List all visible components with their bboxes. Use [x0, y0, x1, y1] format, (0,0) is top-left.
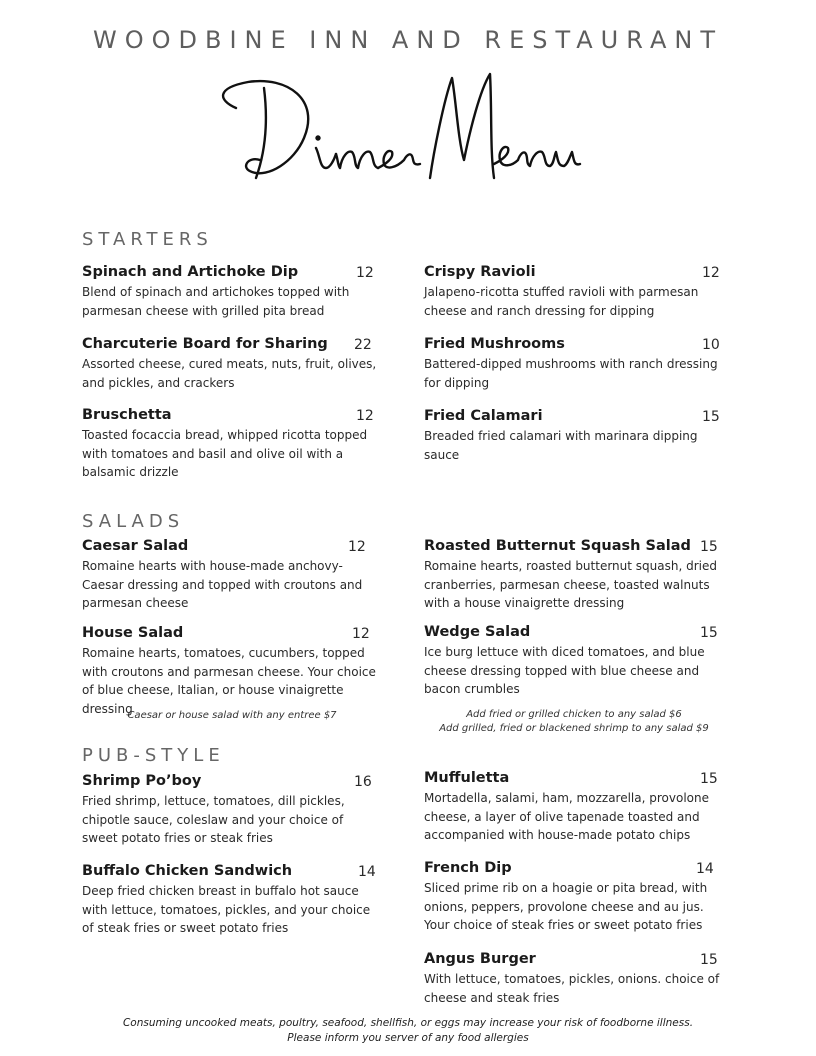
item-name: Spinach and Artichoke Dip: [82, 264, 299, 280]
item-name: Crispy Ravioli: [424, 264, 536, 280]
item-name: Wedge Salad: [424, 624, 531, 640]
item-description: Blend of spinach and artichokes topped with parmesan cheese with grilled pita bread: [82, 285, 350, 318]
menu-item: [424, 624, 724, 699]
item-price: 12: [356, 265, 374, 281]
item-description: With lettuce, tomatoes, pickles, onions. choice of cheese and steak fries: [424, 972, 720, 1005]
item-name: French Dip: [424, 860, 512, 876]
item-description: Toasted focaccia bread, whipped ricotta topped with tomatoes and basil and olive oil with a balsamic drizzle: [82, 428, 368, 479]
item-price: 15: [700, 539, 718, 555]
item-price: 15: [702, 409, 720, 425]
item-description: Ice burg lettuce with diced tomatoes, and blue cheese dressing topped with blue cheese and bacon crumbles: [424, 645, 705, 696]
item-price: 22: [354, 337, 372, 353]
menu-item: [424, 951, 724, 1007]
item-price: 12: [352, 626, 370, 642]
item-price: 10: [702, 337, 720, 353]
section-heading-salads: SALADS: [82, 511, 185, 532]
menu-title: [0, 60, 816, 200]
item-price: 12: [702, 265, 720, 281]
item-name: Angus Burger: [424, 951, 536, 967]
disclaimer-line-2: Please inform you server of any food allergies: [287, 1032, 529, 1044]
item-name: Fried Calamari: [424, 408, 543, 424]
menu-item: [424, 408, 724, 464]
allergy-disclaimer: [0, 1016, 816, 1046]
item-description: Fried shrimp, lettuce, tomatoes, dill pickles, chipotle sauce, coleslaw and your choice of sweet potato fries or steak fries: [82, 794, 345, 845]
item-price: 14: [696, 861, 714, 877]
item-name: Caesar Salad: [82, 538, 189, 554]
item-name: Buffalo Chicken Sandwich: [82, 863, 293, 879]
item-price: 15: [700, 625, 718, 641]
section-heading-pub-style: PUB-STYLE: [82, 745, 225, 766]
item-description: Romaine hearts, tomatoes, cucumbers, topped with croutons and parmesan cheese. Your choice of blue cheese, Italian, or house vinaigrette dressing: [82, 646, 376, 716]
item-description: Deep fried chicken breast in buffalo hot sauce with lettuce, tomatoes, pickles, and your choice of steak fries or sweet potato fries: [82, 884, 371, 935]
salad-note-shrimp: Add grilled, fried or blackened shrimp to any salad $9: [439, 723, 709, 734]
item-price: 15: [700, 771, 718, 787]
item-description: Jalapeno-ricotta stuffed ravioli with parmesan cheese and ranch dressing for dipping: [424, 285, 699, 318]
menu-item: [82, 407, 382, 482]
item-price: 16: [354, 774, 372, 790]
item-price: 12: [348, 539, 366, 555]
menu-item: [424, 264, 724, 320]
item-description: Romaine hearts, roasted butternut squash, dried cranberries, parmesan cheese, toasted walnuts with a house vinaigrette dressing: [424, 559, 717, 610]
restaurant-name: WOODBINE INN AND RESTAURANT: [93, 26, 723, 54]
item-price: 12: [356, 408, 374, 424]
item-name: Bruschetta: [82, 407, 172, 423]
item-price: 14: [358, 864, 376, 880]
menu-item: [82, 264, 382, 320]
menu-item: [424, 336, 724, 392]
item-description: Sliced prime rib on a hoagie or pita bread, with onions, peppers, provolone cheese and au jus. Your choice of steak fries or sweet potato fries: [424, 881, 708, 932]
item-price: 15: [700, 952, 718, 968]
item-name: Fried Mushrooms: [424, 336, 565, 352]
item-description: Mortadella, salami, ham, mozzarella, provolone cheese, a layer of olive tapenade toasted and accompanied with house-made potato chips: [424, 791, 709, 842]
menu-item: [424, 538, 724, 613]
menu-item: [424, 770, 724, 845]
item-name: Muffuletta: [424, 770, 510, 786]
menu-item: [82, 863, 382, 938]
item-description: Assorted cheese, cured meats, nuts, fruit, olives, and pickles, and crackers: [82, 357, 377, 390]
item-name: House Salad: [82, 625, 184, 641]
disclaimer-line-1: Consuming uncooked meats, poultry, seafood, shellfish, or eggs may increase your risk of foodborne illness.: [122, 1017, 694, 1029]
item-description: Battered-dipped mushrooms with ranch dressing for dipping: [424, 357, 718, 390]
menu-item: [82, 773, 382, 848]
salad-note-entree: Caesar or house salad with any entree $7: [127, 710, 337, 721]
menu-title-script: [208, 60, 608, 200]
salad-note-chicken: Add fried or grilled chicken to any salad $6: [466, 709, 682, 720]
item-name: Charcuterie Board for Sharing: [82, 336, 328, 352]
item-description: Breaded fried calamari with marinara dipping sauce: [424, 429, 698, 462]
item-name: Shrimp Po’boy: [82, 773, 202, 789]
section-heading-starters: STARTERS: [82, 229, 213, 250]
menu-item: [424, 860, 724, 935]
menu-item: [82, 336, 382, 392]
item-name: Roasted Butternut Squash Salad: [424, 538, 691, 554]
item-description: Romaine hearts with house-made anchovy-Caesar dressing and topped with croutons and parmesan cheese: [82, 559, 363, 610]
menu-item: [82, 625, 382, 718]
menu-item: [82, 538, 382, 613]
